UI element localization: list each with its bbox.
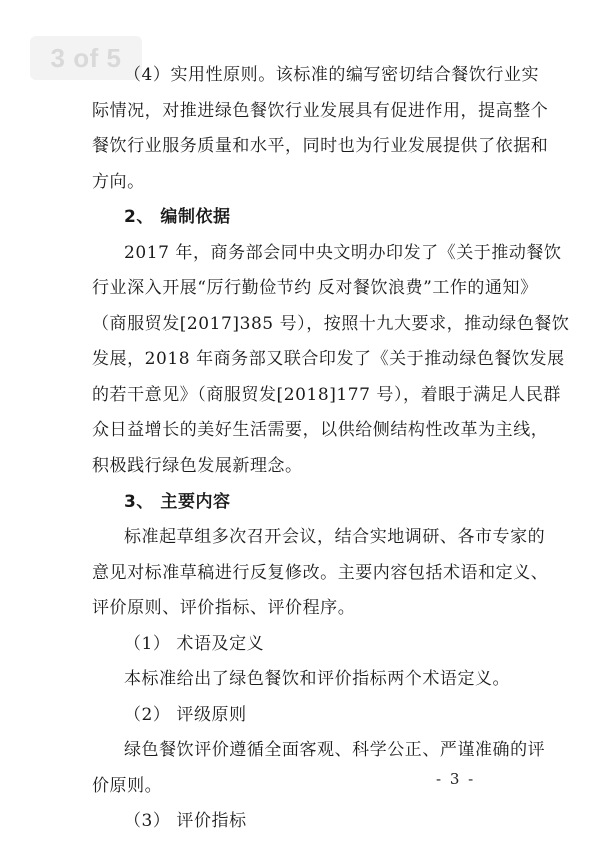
text-line: 2017 年，商务部会同中央文明办印发了《关于推动餐饮 [124,243,562,263]
subheading-principles: （2） 评级原则 [124,705,247,725]
text-line: 标准起草组多次召开会议，结合实地调研、各市专家的 [124,527,546,547]
text-line: 的若干意见》（商服贸发[2018]177 号），着眼于满足人民群 [92,385,561,405]
heading-compilation-basis: 2、 编制依据 [124,207,231,227]
text-line: 际情况，对推进绿色餐饮行业发展具有促进作用，提高整个 [92,101,549,121]
text-line: 行业深入开展“厉行勤俭节约 反对餐饮浪费”工作的通知》 [92,278,538,298]
subheading-terms: （1） 术语及定义 [124,634,265,654]
text-line: 众日益增长的美好生活需要，以供给侧结构性改革为主线， [92,420,549,440]
text-line: （商服贸发[2017]385 号），按照十九大要求，推动绿色餐饮 [92,314,570,334]
text-line: 评价原则、评价指标、评价程序。 [92,598,356,618]
subheading-indicators: （3） 评价指标 [124,811,247,831]
text-line: （4）实用性原则。该标准的编写密切结合餐饮行业实 [124,65,540,85]
text-line: 方向。 [92,172,145,192]
text-line: 绿色餐饮评价遵循全面客观、科学公正、严谨准确的评 [124,740,546,760]
text-line: 餐饮行业服务质量和水平，同时也为行业发展提供了依据和 [92,136,549,156]
text-line: 积极践行绿色发展新理念。 [92,456,303,476]
text-line: 意见对标准草稿进行反复修改。主要内容包括术语和定义、 [92,563,549,583]
page-indicator: 3 of 5 [30,36,142,80]
page-number: - 3 - [436,770,476,788]
text-line: 本标准给出了绿色餐饮和评价指标两个术语定义。 [124,669,511,689]
text-line: 价原则。 [92,776,163,796]
heading-main-content: 3、 主要内容 [124,492,231,512]
text-line: 发展，2018 年商务部又联合印发了《关于推动绿色餐饮发展 [92,349,565,369]
